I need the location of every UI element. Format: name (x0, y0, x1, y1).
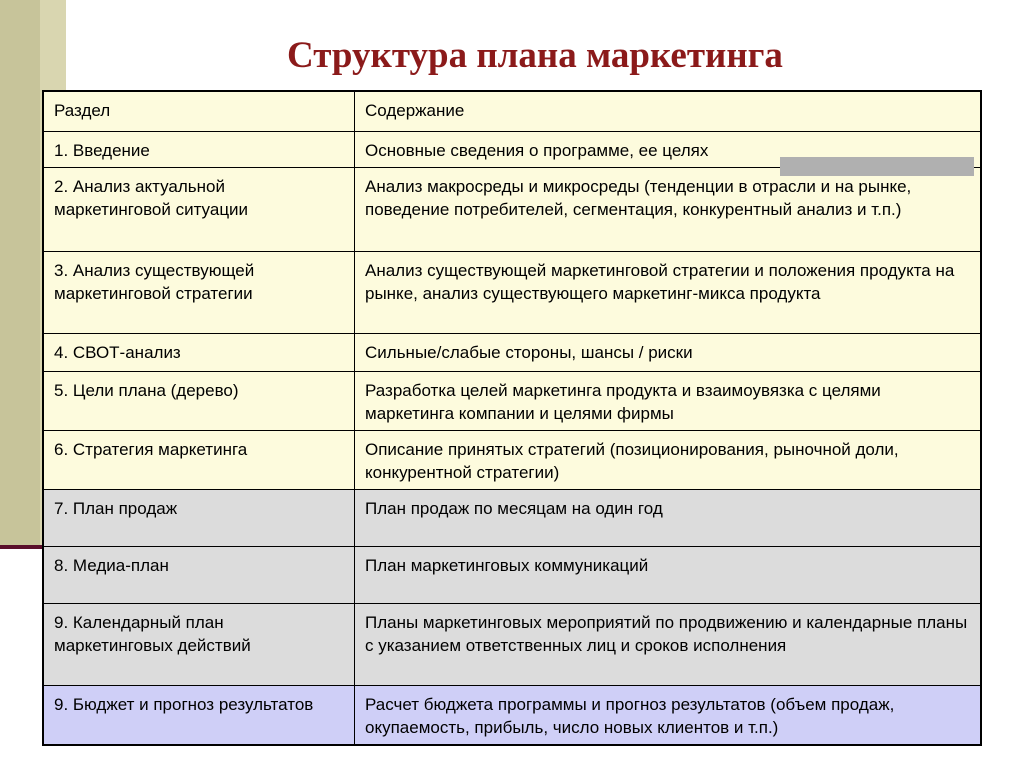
row-section: 9. Календарный план маркетинговых действий (43, 603, 355, 685)
marketing-plan-table (42, 90, 982, 746)
table-row (43, 251, 981, 333)
table-row (43, 546, 981, 603)
header-content: Содержание (355, 91, 982, 131)
decorative-grey-bar (780, 157, 974, 176)
row-content: Планы маркетинговых мероприятий по продвижению и календарные планы с указанием ответственных лиц и сроков исполнения (355, 603, 982, 685)
row-content: Анализ макросреды и микросреды (тенденции в отрасли и на рынке, поведение потребителей, сегментация, конкурентный анализ и т.п.) (355, 167, 982, 251)
table-row (43, 603, 981, 685)
row-section: 1. Введение (43, 131, 355, 167)
row-content: Анализ существующей маркетинговой стратегии и положения продукта на рынке, анализ существующего маркетинг-микса продукта (355, 251, 982, 333)
row-content: Сильные/слабые стороны, шансы / риски (355, 333, 982, 371)
row-content: План продаж по месяцам на один год (355, 489, 982, 546)
row-section: 3. Анализ существующей маркетинговой стратегии (43, 251, 355, 333)
row-section: 6. Стратегия маркетинга (43, 430, 355, 489)
row-section: 7. План продаж (43, 489, 355, 546)
accent-line (0, 545, 48, 549)
left-decorative-band (0, 0, 40, 548)
row-section: 2. Анализ актуальной маркетинговой ситуации (43, 167, 355, 251)
table-row (43, 167, 981, 251)
row-content: Расчет бюджета программы и прогноз результатов (объем продаж, окупаемость, прибыль, число новых клиентов и т.п.) (355, 685, 982, 745)
table-row (43, 489, 981, 546)
table-row (43, 685, 981, 745)
row-content: Разработка целей маркетинга продукта и взаимоувязка с целями маркетинга компании и целями фирмы (355, 371, 982, 430)
page-title: Структура плана маркетинга (287, 35, 783, 76)
row-section: 9. Бюджет и прогноз результатов (43, 685, 355, 745)
row-section: 4. СВОТ-анализ (43, 333, 355, 371)
row-content: Описание принятых стратегий (позиционирования, рыночной доли, конкурентной стратегии) (355, 430, 982, 489)
row-section: 8. Медиа-план (43, 546, 355, 603)
table-row (43, 371, 981, 430)
header-section: Раздел (43, 91, 355, 131)
row-content: Основные сведения о программе, ее целях (355, 131, 982, 167)
row-content: План маркетинговых коммуникаций (355, 546, 982, 603)
table-header-row (43, 91, 981, 131)
row-section: 5. Цели плана (дерево) (43, 371, 355, 430)
table-row (43, 430, 981, 489)
table-row (43, 333, 981, 371)
